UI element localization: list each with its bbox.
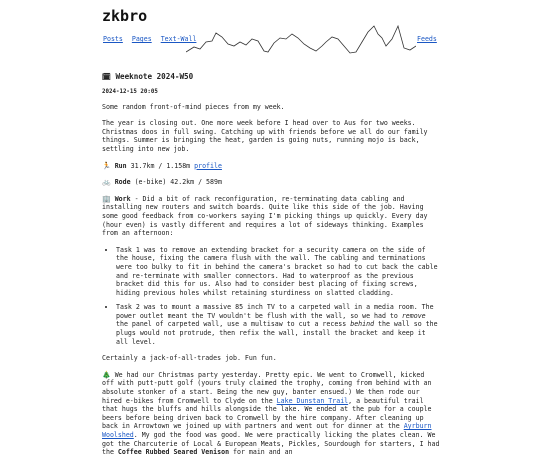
runner-icon: 🏃 <box>102 161 111 170</box>
main-nav <box>103 35 201 44</box>
nav-link-text-wall[interactable]: Text-Wall <box>160 35 197 43</box>
run-label: Run <box>114 161 127 170</box>
ride-stats <box>102 178 440 187</box>
ride-values: (e-bike) 42.2km / 589m <box>134 178 222 187</box>
work-paragraph <box>102 195 440 238</box>
list-item-task-1: • Task 1 was to remove an extending bracket for a security camera on the side of the house, fixing the camera flush with the wall. The cabling and terminations were too bulky to fit in behind the camera's bracket so had to cut back the cable and re-terminate with smaller connectors. Had to waterproof as the previous bracket did this for us. Also had to consider best placing of fixing screws, hiding previous holes whilst retaining sturdiness on slatted cladding. <box>116 246 440 298</box>
office-icon: 🏢 <box>102 194 111 203</box>
bike-icon: 🚲 <box>102 178 111 187</box>
list-item-task-2: • Task 2 was to mount a massive 85 inch TV to a carpeted wall in a media room. The power outlet meant the TV wouldn't be flush with the wall, so we had to remove the panel of carpeted wall, use a multisaw to cut a recess behind the wall so the plugs would not protrude, then refix the wall, install the bracket and keep it all level. <box>116 303 440 346</box>
work-text: - Did a bit of rack reconfiguration, re-terminating data cabling and installing new routers and switch boards. Quite like this side of the job. Having some good feedback from co-workers saying I'm picking things up quickly. Every day (hour even) is vastly different and requires a lot of sideways thinking. Examples from an afternoon: <box>102 194 428 238</box>
post-content <box>102 72 440 465</box>
work-label: Work <box>114 194 131 203</box>
run-stats <box>102 162 440 171</box>
post-intro: Some random front-of-mind pieces from my week. <box>102 102 285 111</box>
profile-link[interactable]: profile <box>194 161 222 170</box>
post-title <box>102 72 440 82</box>
mountain-ridge-graphic <box>186 8 416 58</box>
christmas-tree-icon: 🎄 <box>102 370 111 379</box>
task-list <box>102 246 440 347</box>
nav-link-feeds[interactable]: Feeds <box>417 35 437 43</box>
nav-link-posts[interactable]: Posts <box>103 35 123 43</box>
post-closing: Certainly a jack-of-all-trades job. Fun fun. <box>102 354 277 363</box>
ayrburn-woolshed-link[interactable]: Ayrburn Woolshed <box>102 422 432 439</box>
run-values: 31.7km / 1.158m <box>130 161 191 170</box>
post-title-text: Weeknote 2024-W50 <box>115 72 194 81</box>
calendar-icon: 🗓 <box>102 73 111 81</box>
nav-link-pages[interactable]: Pages <box>131 35 152 43</box>
lake-dunstan-trail-link[interactable]: Lake Dunstan Trail <box>276 396 349 405</box>
christmas-paragraph: 🎄 We had our Christmas party yesterday. Pretty epic. We went to Cromwell, kicked off with putt-putt golf (yours truly claimed the trophy, coming from behind with an absolute stonker of a start. Being the new guy, banter ensued.) We then rode our hired e-bikes from Cromwell to Clyde on the Lake Dunstan Trail, a beautiful trail that hugs the bluffs and hills alongside the lake. We ended at the pub for a couple beers before being driven back to Cromwell by the hire company. After cleaning up back in Arrowtown we joined up with partners and went out for dinner at the Ayrburn Woolshed. My god the food was good. We were practically licking the plates clean. We got the Charcuterie of Local & European Meats, Pickles, Sourdough for starters, I had the Coffee Rubbed Seared Venison for main and an <box>102 370 440 457</box>
site-title[interactable]: zkbro <box>102 7 148 25</box>
post-date: 2024-12-15 20:05 <box>102 89 158 95</box>
ride-label: Rode <box>114 178 131 187</box>
venison-dish: Coffee Rubbed Seared Venison <box>117 448 230 457</box>
post-para-year: The year is closing out. One more week before I head over to Aus for two weeks. Christmas doos in full swing. Catching up with friends before we all do our family things. Summer is bringing the heat, garden is going nuts, running mojo is back, settling into new job. <box>102 119 428 153</box>
